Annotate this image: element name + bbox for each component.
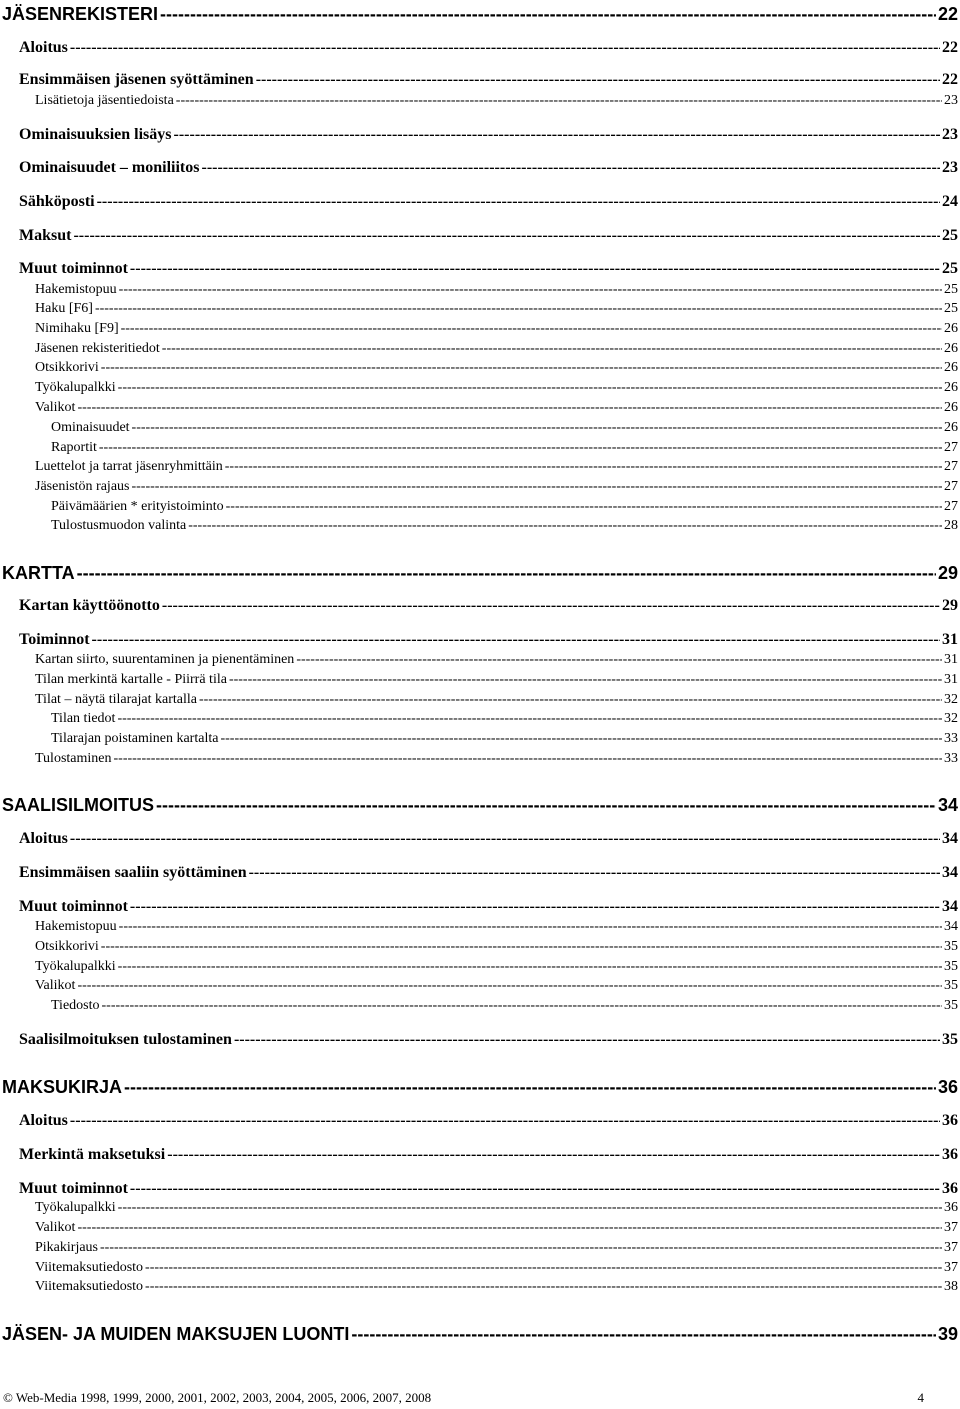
toc-entry-title: JÄSENREKISTERI: [2, 4, 159, 24]
toc-entry-title: Maksut: [19, 227, 72, 244]
toc-dash-leader: [174, 126, 941, 144]
toc-entry-title: Toiminnot: [19, 631, 90, 648]
toc-entry[interactable]: [35, 692, 958, 708]
toc-entry[interactable]: [51, 518, 958, 534]
toc-entry-page: 32: [944, 711, 958, 726]
toc-entry-title: Aloitus: [19, 1112, 68, 1129]
toc-entry-title: Tulostusmuodon valinta: [51, 518, 187, 533]
toc-entry[interactable]: [35, 1279, 958, 1295]
toc-entry[interactable]: [35, 1220, 958, 1236]
toc-entry-title: Kartan käyttöönotto: [19, 597, 160, 614]
toc-dash-leader: [131, 479, 942, 495]
toc-dash-leader: [229, 672, 942, 688]
toc-entry-page: 22: [937, 4, 958, 24]
copyright-text: © Web-Media 1998, 1999, 2000, 2001, 2002, 2003, 2004, 2005, 2006, 2007, 2008: [3, 1390, 432, 1405]
toc-dash-leader: [256, 71, 940, 89]
toc-entry-page: 31: [944, 672, 958, 687]
toc-dash-leader: [351, 1324, 936, 1345]
toc-entry[interactable]: [35, 978, 958, 994]
toc-entry[interactable]: [19, 864, 958, 882]
toc-entry-page: 34: [937, 795, 958, 815]
toc-entry[interactable]: [19, 39, 958, 57]
toc-entry-page: 36: [937, 1077, 958, 1097]
toc-entry[interactable]: [19, 898, 958, 916]
toc-entry-page: 33: [944, 751, 958, 766]
toc-entry-page: 23: [942, 126, 958, 143]
toc-entry-title: Muut toiminnot: [19, 1180, 128, 1197]
toc-entry[interactable]: [35, 959, 958, 975]
toc-entry-page: 37: [944, 1220, 958, 1235]
toc-dash-leader: [234, 1031, 940, 1049]
toc-entry-title: Luettelot ja tarrat jäsenryhmittäin: [35, 459, 223, 474]
toc-entry-page: 22: [942, 71, 958, 88]
toc-entry-page: 26: [944, 321, 958, 336]
toc-entry-page: 22: [942, 39, 958, 56]
toc-entry[interactable]: [51, 731, 958, 747]
toc-entry[interactable]: [35, 652, 958, 668]
toc-dash-leader: [188, 518, 942, 534]
toc-entry[interactable]: [35, 400, 958, 416]
toc-entry-page: 36: [942, 1146, 958, 1163]
toc-entry-title: Valikot: [35, 1220, 76, 1235]
toc-entry[interactable]: [2, 4, 958, 25]
toc-dash-leader: [226, 499, 942, 515]
toc-entry[interactable]: [51, 499, 958, 515]
page-footer: [3, 1390, 924, 1406]
toc-entry-page: 37: [944, 1260, 958, 1275]
toc-entry[interactable]: [35, 1240, 958, 1256]
toc-entry-page: 27: [944, 499, 958, 514]
toc-entry[interactable]: [51, 420, 958, 436]
toc-dash-leader: [77, 978, 942, 994]
toc-entry-page: 35: [944, 978, 958, 993]
toc-entry-title: Tilarajan poistaminen kartalta: [51, 731, 219, 746]
toc-entry-title: Tilat – näytä tilarajat kartalla: [35, 692, 197, 707]
toc-entry-title: Kartan siirto, suurentaminen ja pienentäminen: [35, 652, 295, 667]
toc-entry-title: Otsikkorivi: [35, 939, 99, 954]
toc-entry-page: 36: [942, 1180, 958, 1197]
toc-dash-leader: [156, 795, 936, 816]
toc-entry-page: 23: [944, 93, 958, 108]
toc-entry-title: Jäsenen rekisteritiedot: [35, 341, 160, 356]
toc-entry[interactable]: [19, 631, 958, 649]
toc-dash-leader: [99, 440, 942, 456]
toc-entry-page: 28: [944, 518, 958, 533]
toc-entry[interactable]: [35, 1200, 958, 1216]
toc-entry[interactable]: [35, 301, 958, 317]
toc-entry-page: 24: [942, 193, 958, 210]
toc-entry[interactable]: [2, 1077, 958, 1098]
toc-entry[interactable]: [35, 360, 958, 376]
toc-entry[interactable]: [19, 159, 958, 177]
toc-entry-title: Ominaisuudet: [51, 420, 130, 435]
toc-entry-title: Ominaisuudet – moniliitos: [19, 159, 200, 176]
toc-dash-leader: [145, 1279, 942, 1295]
toc-entry[interactable]: [35, 380, 958, 396]
toc-entry-page: 25: [944, 282, 958, 297]
toc-entry-page: 26: [944, 420, 958, 435]
toc-entry[interactable]: [35, 672, 958, 688]
toc-dash-leader: [70, 1112, 940, 1130]
toc-entry[interactable]: [19, 227, 958, 245]
toc-entry-page: 35: [944, 959, 958, 974]
toc-dash-leader: [77, 563, 936, 584]
toc-entry[interactable]: [19, 1146, 958, 1164]
toc-entry-title: Viitemaksutiedosto: [35, 1260, 144, 1275]
toc-dash-leader: [220, 731, 942, 747]
toc-dash-leader: [296, 652, 942, 668]
toc-entry-page: 35: [944, 998, 958, 1013]
toc-entry-page: 27: [944, 459, 958, 474]
toc-entry-title: Saalisilmoituksen tulostaminen: [19, 1031, 232, 1048]
toc-entry-title: Päivämäärien * erityistoiminto: [51, 499, 224, 514]
toc-entry-page: 33: [944, 731, 958, 746]
toc-dash-leader: [132, 420, 942, 436]
toc-entry-page: 29: [937, 563, 958, 583]
toc-entry-title: Muut toiminnot: [19, 260, 128, 277]
toc-entry[interactable]: [35, 341, 958, 357]
toc-entry[interactable]: [19, 260, 958, 278]
toc-dash-leader: [118, 1200, 942, 1216]
toc-entry-title: Sähköposti: [19, 193, 95, 210]
toc-entry-page: 26: [944, 360, 958, 375]
toc-entry-title: Työkalupalkki: [35, 1200, 116, 1215]
toc-entry-page: 27: [944, 479, 958, 494]
toc-entry[interactable]: [35, 479, 958, 495]
toc-entry-page: 34: [942, 864, 958, 881]
toc-dash-leader: [176, 93, 942, 109]
toc-entry-page: 31: [942, 631, 958, 648]
toc-entry-page: 36: [944, 1200, 958, 1215]
toc-entry-title: Otsikkorivi: [35, 360, 99, 375]
toc-dash-leader: [225, 459, 942, 475]
toc-dash-leader: [100, 1240, 942, 1256]
toc-dash-leader: [162, 597, 940, 615]
toc-entry[interactable]: [51, 998, 958, 1014]
toc-entry[interactable]: [19, 71, 958, 89]
toc-entry[interactable]: [35, 939, 958, 955]
toc-entry-title: JÄSEN- JA MUIDEN MAKSUJEN LUONTI: [2, 1324, 350, 1344]
toc-entry-page: 34: [942, 898, 958, 915]
toc-entry-title: Jäsenistön rajaus: [35, 479, 130, 494]
toc-dash-leader: [121, 321, 942, 337]
toc-entry[interactable]: [19, 1112, 958, 1130]
toc-dash-leader: [160, 4, 936, 25]
toc-entry-page: 23: [942, 159, 958, 176]
toc-entry-title: Työkalupalkki: [35, 380, 116, 395]
toc-entry-title: Merkintä maksetuksi: [19, 1146, 166, 1163]
toc-entry-title: Hakemistopuu: [35, 919, 117, 934]
toc-dash-leader: [102, 998, 942, 1014]
toc-entry-page: 26: [944, 400, 958, 415]
toc-entry-title: MAKSUKIRJA: [2, 1077, 123, 1097]
toc-entry-title: Ominaisuuksien lisäys: [19, 126, 172, 143]
toc-entry-title: SAALISILMOITUS: [2, 795, 154, 815]
toc-dash-leader: [199, 692, 942, 708]
toc-entry-title: Aloitus: [19, 830, 68, 847]
toc-dash-leader: [124, 1077, 936, 1098]
toc-dash-leader: [101, 360, 942, 376]
toc-dash-leader: [77, 400, 942, 416]
toc-dash-leader: [201, 159, 940, 177]
toc-dash-leader: [118, 380, 942, 396]
toc-dash-leader: [70, 830, 940, 848]
toc-entry[interactable]: [19, 597, 958, 615]
toc-entry-title: Viitemaksutiedosto: [35, 1279, 144, 1294]
toc-entry[interactable]: [19, 193, 958, 211]
toc-entry-title: Nimihaku [F9]: [35, 321, 119, 336]
toc-entry[interactable]: [19, 126, 958, 144]
toc-entry[interactable]: [35, 751, 958, 767]
toc-entry[interactable]: [2, 795, 958, 816]
toc-entry-page: 35: [942, 1031, 958, 1048]
toc-dash-leader: [101, 939, 942, 955]
toc-dash-leader: [167, 1146, 940, 1164]
toc-entry[interactable]: [19, 830, 958, 848]
toc-entry-title: Valikot: [35, 400, 76, 415]
toc-entry[interactable]: [35, 919, 958, 935]
toc-entry-page: 29: [942, 597, 958, 614]
toc-dash-leader: [117, 711, 942, 727]
toc-entry-page: 27: [944, 440, 958, 455]
toc-entry[interactable]: [51, 440, 958, 456]
toc-entry-title: Raportit: [51, 440, 97, 455]
toc-dash-leader: [119, 282, 942, 298]
toc-entry-page: 25: [942, 227, 958, 244]
toc-dash-leader: [118, 959, 942, 975]
toc-entry-title: Tulostaminen: [35, 751, 112, 766]
toc-entry-page: 32: [944, 692, 958, 707]
toc-entry-title: Muut toiminnot: [19, 898, 128, 915]
toc-entry-title: Tilan tiedot: [51, 711, 116, 726]
toc-entry-title: Ensimmäisen saaliin syöttäminen: [19, 864, 247, 881]
toc-dash-leader: [162, 341, 942, 357]
toc-entry[interactable]: [19, 1180, 958, 1198]
toc-entry[interactable]: [35, 459, 958, 475]
toc-dash-leader: [119, 919, 942, 935]
page-number: 4: [917, 1390, 924, 1405]
toc-dash-leader: [97, 193, 940, 211]
toc-dash-leader: [95, 301, 942, 317]
toc-entry-page: 25: [944, 301, 958, 316]
toc-entry-title: Aloitus: [19, 39, 68, 56]
toc-dash-leader: [249, 864, 940, 882]
toc-dash-leader: [92, 631, 940, 649]
toc-entry-page: 26: [944, 380, 958, 395]
toc-dash-leader: [70, 39, 940, 57]
toc-entry-page: 31: [944, 652, 958, 667]
toc-entry-title: Pikakirjaus: [35, 1240, 98, 1255]
toc-entry-page: 35: [944, 939, 958, 954]
toc-dash-leader: [77, 1220, 942, 1236]
toc-entry[interactable]: [35, 282, 958, 298]
toc-entry-page: 38: [944, 1279, 958, 1294]
toc-dash-leader: [130, 898, 940, 916]
toc-entry[interactable]: [2, 563, 958, 584]
toc-dash-leader: [114, 751, 943, 767]
toc-entry[interactable]: [35, 93, 958, 109]
toc-entry-title: Hakemistopuu: [35, 282, 117, 297]
toc-entry-page: 34: [942, 830, 958, 847]
toc-entry-page: 34: [944, 919, 958, 934]
toc-entry[interactable]: [35, 1260, 958, 1276]
toc-entry[interactable]: [51, 711, 958, 727]
toc-entry[interactable]: [19, 1031, 958, 1049]
toc-entry-page: 39: [937, 1324, 958, 1344]
toc-entry-title: KARTTA: [2, 563, 75, 583]
toc-dash-leader: [130, 1180, 940, 1198]
toc-dash-leader: [145, 1260, 942, 1276]
toc-entry-page: 26: [944, 341, 958, 356]
toc-dash-leader: [130, 260, 940, 278]
toc-entry-page: 36: [942, 1112, 958, 1129]
toc-entry-title: Ensimmäisen jäsenen syöttäminen: [19, 71, 254, 88]
toc-dash-leader: [73, 227, 940, 245]
toc-entry-title: Valikot: [35, 978, 76, 993]
toc-entry-title: Lisätietoja jäsentiedoista: [35, 93, 174, 108]
toc-entry-title: Haku [F6]: [35, 301, 93, 316]
toc-entry[interactable]: [35, 321, 958, 337]
toc-entry-page: 37: [944, 1240, 958, 1255]
toc-entry-title: Tilan merkintä kartalle - Piirrä tila: [35, 672, 227, 687]
toc-entry[interactable]: [2, 1324, 958, 1345]
toc-entry-title: Tiedosto: [51, 998, 100, 1013]
toc-entry-title: Työkalupalkki: [35, 959, 116, 974]
toc-entry-page: 25: [942, 260, 958, 277]
